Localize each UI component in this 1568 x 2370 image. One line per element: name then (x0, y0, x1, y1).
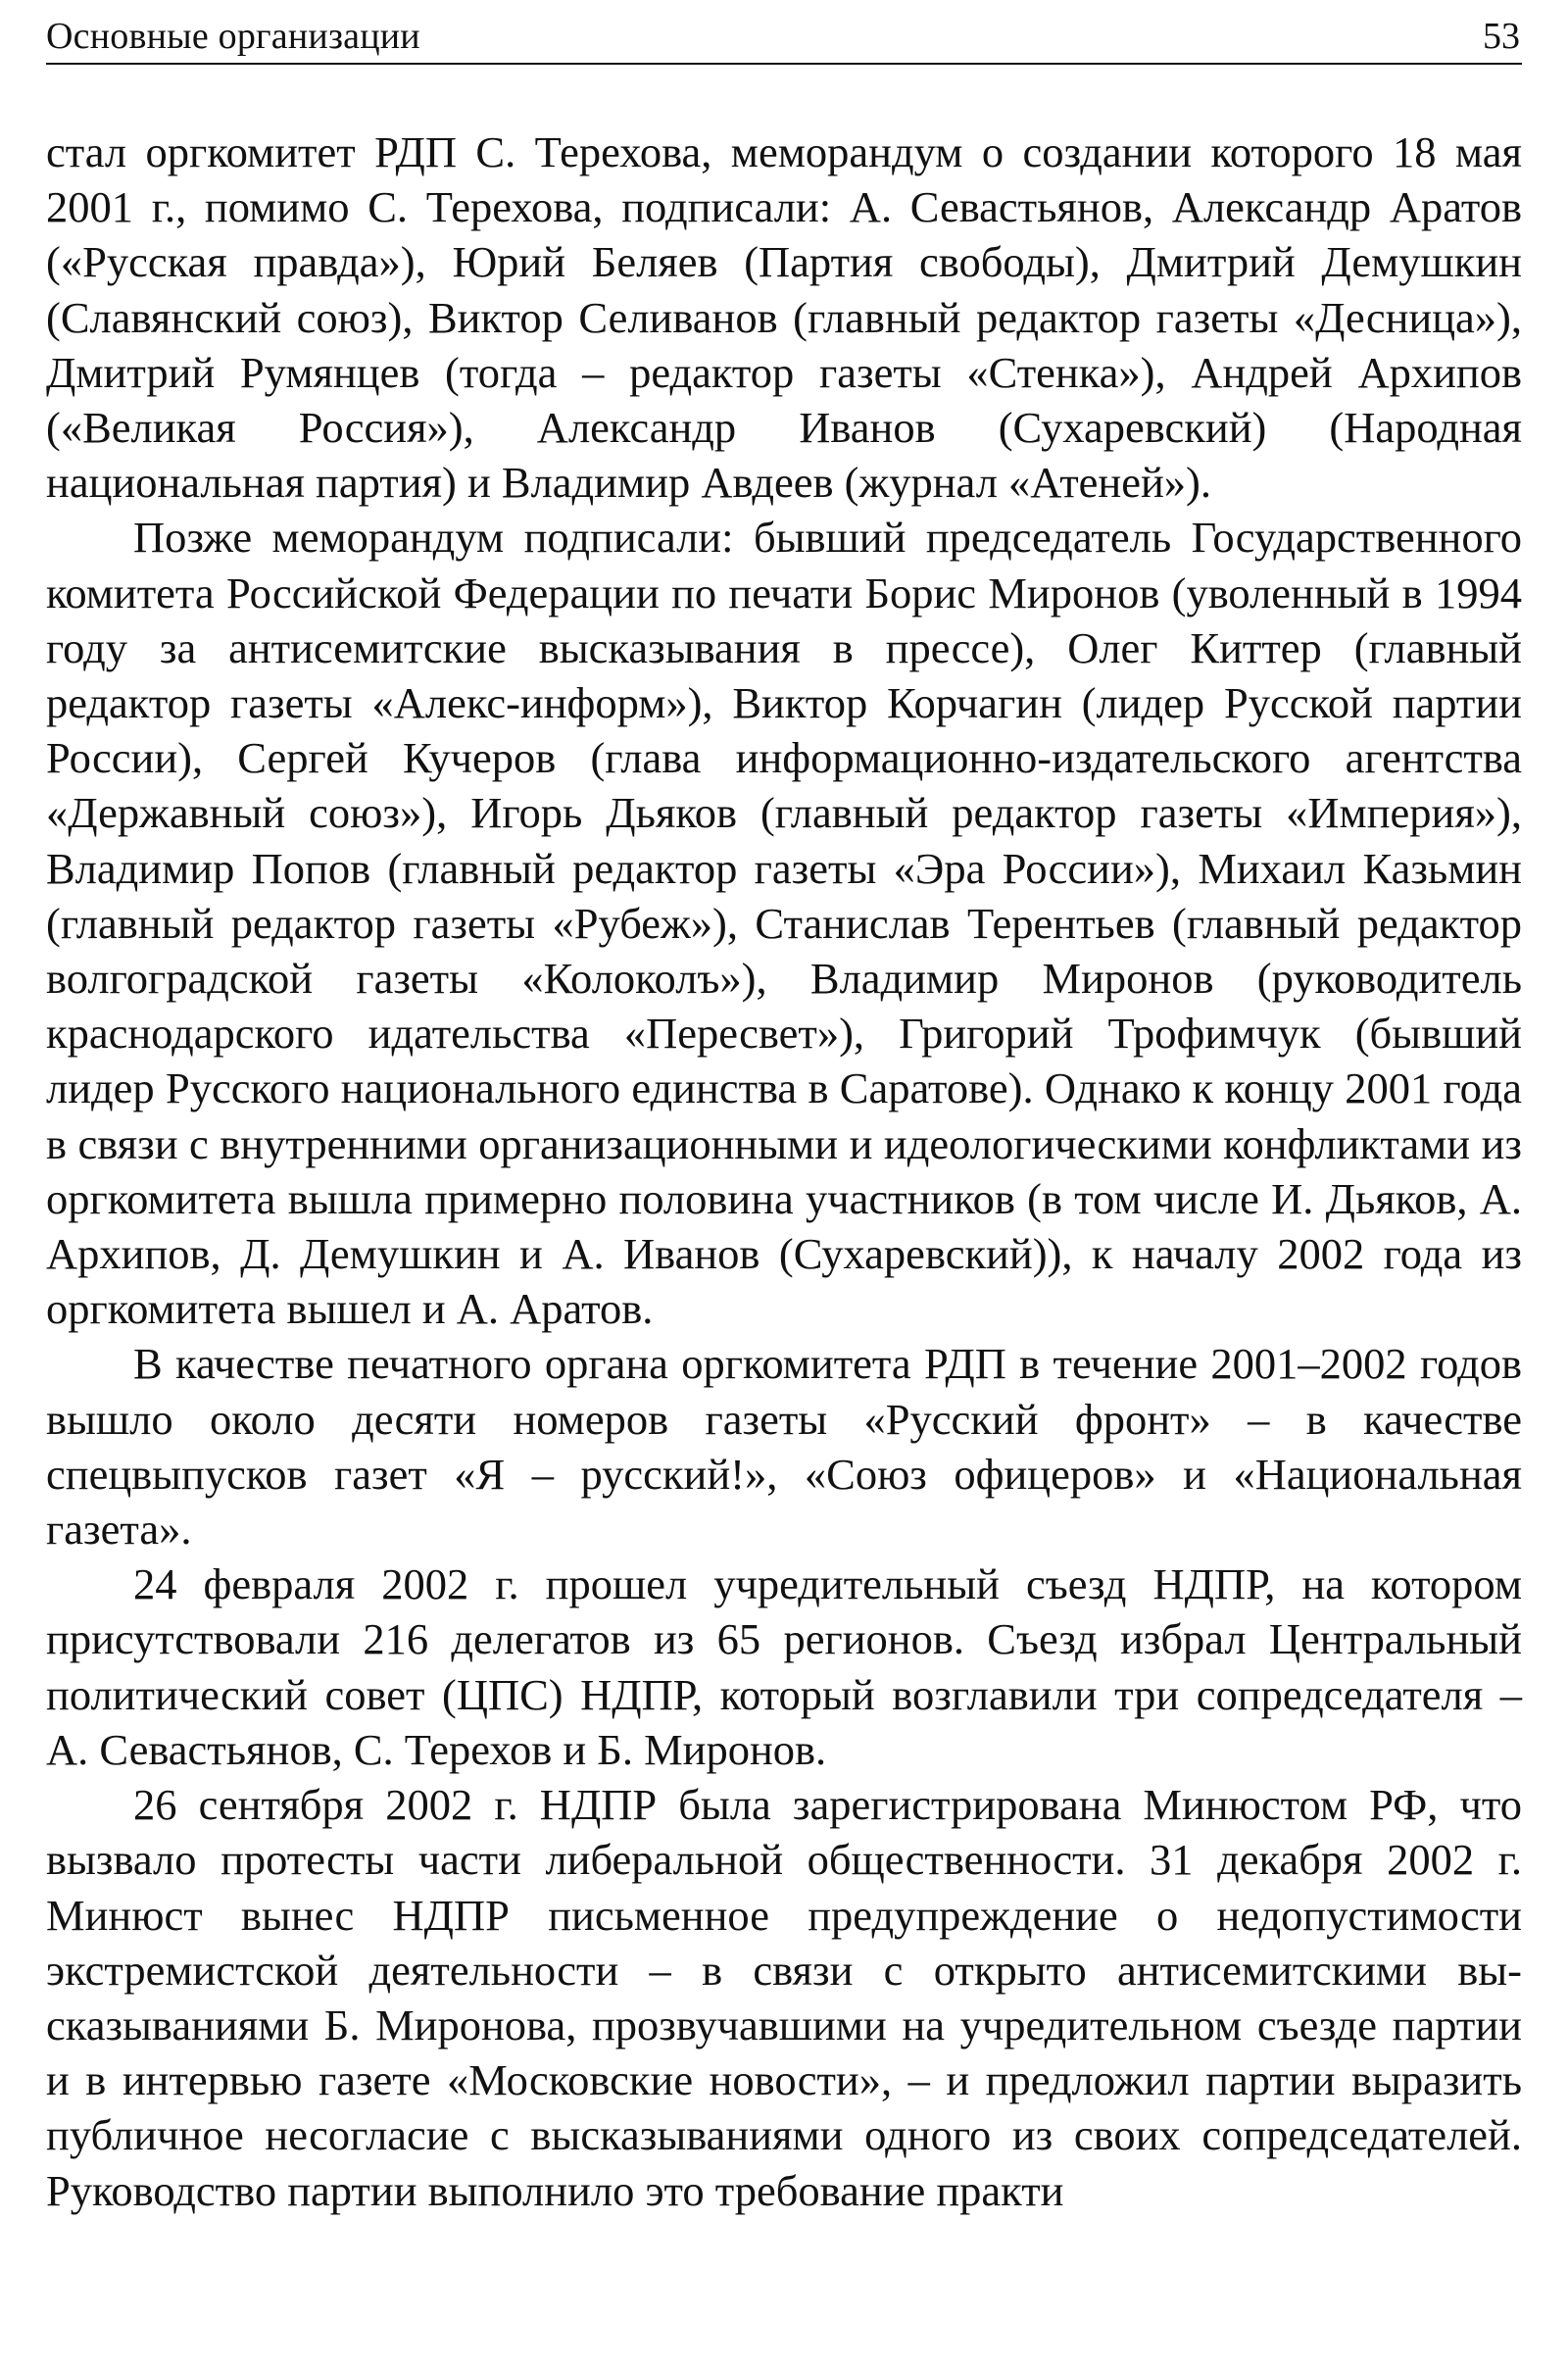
body-text (46, 124, 1522, 2218)
running-head (46, 10, 1522, 65)
book-page (46, 0, 1522, 2370)
paragraph-2: Позже меморандум подписали: бывший председатель Государственного комитета Российской Федерации по печати Борис Миронов (уволенный в 1994 году за антисемитские высказывания в прессе), Олег Киттер (главный редактор газеты «Алекс-информ»), Виктор Корчагин (лидер Русской партии России), Сергей Кучеров (глава информационно-издательского агентства «Державный союз»), Игорь Дьяков (главный редактор газеты «Империя»), Владимир Попов (главный редактор газеты «Эра России»), Михаил Казьмин (главный редактор газеты «Рубеж»), Станислав Терентьев (главный редактор волгоградской газеты «Колоколъ»), Владимир Миронов (руководитель краснодарского идательства «Пересвет»), Григорий Трофимчук (бывший лидер Русского национального единства в Саратове). Однако к концу 2001 года в связи с внутренними организационными и идеологическими конфликтами из оргкомитета вышла примерно половина участников (в том числе И. Дьяков, А. Архипов, Д. Демушкин и А. Иванов (Сухаревский)), к началу 2002 года из оргкомитета вышел и А. Аратов. (46, 513, 1522, 1334)
section-title: Основные организации (46, 16, 420, 57)
paragraph-4: 24 февраля 2002 г. прошел учредительный съезд НДПР, на котором присутствовали 216 делегатов из 65 регионов. Съезд избрал Центральный политический совет (ЦПС) НДПР, который возглавили три сопредседателя – А. Севастьянов, С. Терехов и Б. Миронов. (46, 1559, 1522, 1774)
page-number: 53 (1483, 16, 1520, 57)
paragraph-1: стал оргкомитет РДП С. Терехова, меморандум о создании которого 18 мая 2001 г., помимо С. Терехова, подписали: А. Севастьянов, Александр Аратов («Русская правда»), Юрий Беляев (Партия свободы), Дмитрий Демушкин (Славянский союз), Виктор Селиванов (главный редактор газеты «Десница»), Дмитрий Румянцев (тогда – редактор газеты «Стенка»), Андрей Архипов («Великая Россия»), Александр Иванов (Сухаревский) (Народная национальная партия) и Владимир Авдеев (журнал «Атеней»). (46, 127, 1522, 508)
paragraph-3: В качестве печатного органа оргкомитета РДП в течение 2001–2002 годов вышло около десяти номеров газеты «Русский фронт» – в качестве спецвыпусков газет «Я – русский!», «Союз офицеров» и «Национальная газета». (46, 1339, 1522, 1555)
paragraph-5: 26 сентября 2002 г. НДПР была зарегистрирована Минюстом РФ, что вызвало протесты части либеральной общественности. 31 декабря 2002 г. Минюст вынес НДПР письменное предупреждение о недопустимости экстремистской деятельности – в связи с открыто антисемитскими высказываниями Б. Миронова, прозвучавшими на учредительном съезде партии и в интервью газете «Московские новости», – и предложил партии выразить публичное несогласие с высказываниями одного из своих сопредседателей. Руководство партии выполнило это требование практи (46, 1780, 1522, 2215)
